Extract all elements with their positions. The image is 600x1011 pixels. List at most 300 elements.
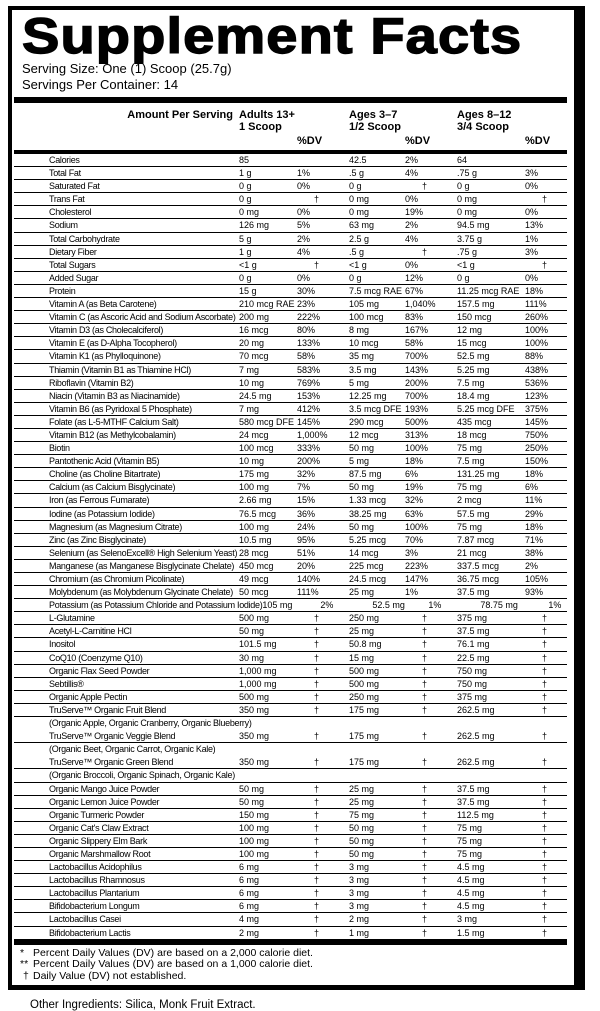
dv-ages-8-12-cell: 0% (525, 272, 539, 283)
amount-adults-cell: 105 mg (262, 600, 293, 611)
dv-ages-8-12-cell: 0% (525, 207, 539, 218)
dv-ages-3-7-cell: † (422, 875, 428, 886)
nutrient-row (14, 652, 567, 665)
dv-ages-8-12-cell: 0% (525, 181, 539, 192)
amount-ages-3-7-cell: 5 mg (349, 377, 370, 388)
nutrient-name: (Organic Broccoli, Organic Spinach, Organic Kale) (49, 770, 235, 781)
dv-adults-cell (297, 154, 349, 166)
amount-ages-3-7-cell: 15 mg (349, 652, 375, 663)
dv-ages-3-7-cell: 83% (405, 312, 424, 323)
other-ingredients: Other Ingredients: Silica, Monk Fruit Extract. (30, 999, 256, 1011)
nutrient-row (14, 900, 567, 913)
amount-adults-cell: 76.5 mcg (239, 508, 277, 519)
ingredient-sub-row (14, 743, 567, 756)
dv-adults-cell: 0% (297, 207, 311, 218)
dv-ages-8-12-cell: 38% (525, 547, 544, 558)
amount-ages-8-12-cell: 12 mg (457, 325, 483, 336)
nutrient-name: Biotin (49, 443, 70, 454)
dv-adults-cell: † (314, 757, 320, 768)
amount-adults-cell: 1,000 mg (239, 665, 277, 676)
nutrient-row (14, 481, 567, 494)
table-header (14, 103, 567, 150)
nutrient-row (14, 390, 567, 403)
amount-ages-8-12-cell: 0 mg (457, 207, 478, 218)
nutrient-name: Vitamin K1 (as Phylloquinone) (49, 351, 161, 362)
dv-adults-cell: 2% (297, 233, 311, 244)
nutrient-name: Organic Turmeric Powder (49, 809, 145, 820)
amount-ages-8-12-cell: 7.87 mcg (457, 534, 495, 545)
nutrient-row (14, 206, 567, 219)
dv-ages-3-7-cell: 0% (405, 194, 419, 205)
nutrient-row (14, 259, 567, 272)
nutrient-row (14, 730, 567, 743)
amount-adults-cell: 350 mg (239, 757, 270, 768)
dv-ages-8-12-cell: † (542, 678, 548, 689)
nutrient-row (14, 913, 567, 926)
dv-adults-cell: 0% (297, 272, 311, 283)
footnote-symbol: ** (20, 958, 29, 971)
dv-adults-cell: 133% (297, 338, 321, 349)
amount-adults-cell: 200 mg (239, 312, 270, 323)
amount-adults-cell: 24.5 mg (239, 390, 272, 401)
amount-adults-cell: 350 mg (239, 704, 270, 715)
dv-ages-3-7-cell: 500% (405, 416, 429, 427)
dv-adults-cell: 36% (297, 508, 316, 519)
nutrient-name: Bifidobacterium Lactis (49, 927, 131, 938)
nutrient-row (14, 691, 567, 704)
amount-adults-cell: 7 mg (239, 403, 260, 414)
nutrient-row (14, 508, 567, 521)
amount-adults-cell: 10.5 mg (239, 534, 272, 545)
dv-adults-cell: 32% (297, 469, 316, 480)
amount-adults-cell: 580 mcg DFE (239, 416, 295, 427)
amount-ages-3-7-cell: 225 mcg (349, 560, 384, 571)
dv-adults-cell: 200% (297, 456, 321, 467)
nutrient-row (14, 272, 567, 285)
amount-adults-cell: 1 g (239, 246, 252, 257)
amount-ages-8-12-cell: 262.5 mg (457, 757, 495, 768)
footnote (20, 959, 567, 971)
dv-ages-8-12-cell: 2% (525, 560, 539, 571)
dv-adults-cell: 412% (297, 403, 321, 414)
footnote-text: Percent Daily Values (DV) are based on a 2,000 calorie diet. (33, 946, 313, 959)
amount-ages-3-7-cell: 50 mg (349, 443, 375, 454)
dv-adults-cell: † (314, 809, 320, 820)
amount-ages-8-12-cell: 36.75 mcg (457, 574, 500, 584)
dv-adults-cell: † (314, 901, 320, 912)
dv-ages-8-12-cell: 3% (525, 246, 539, 257)
amount-adults-cell: 150 mg (239, 809, 270, 820)
amount-ages-3-7-cell: 2.5 g (349, 233, 370, 244)
amount-ages-8-12-cell: 337.5 mcg (457, 560, 500, 571)
header-group-line1: Adults 13+ (239, 109, 295, 121)
nutrient-row (14, 311, 567, 324)
amount-adults-cell: 28 mcg (239, 547, 269, 558)
dv-ages-3-7-cell: † (422, 678, 428, 689)
footnotes (14, 945, 567, 986)
amount-adults-cell: <1 g (239, 259, 257, 270)
dv-ages-3-7-cell: 32% (405, 495, 424, 506)
dv-adults-cell: † (314, 822, 320, 833)
nutrient-row (14, 887, 567, 900)
dv-adults-cell: 20% (297, 560, 316, 571)
nutrient-name: Organic Cat's Claw Extract (49, 822, 149, 833)
dv-ages-3-7-cell: † (422, 246, 428, 257)
nutrient-row (14, 416, 567, 429)
amount-ages-3-7-cell: 3 mg (349, 875, 370, 886)
amount-ages-3-7-cell: 63 mg (349, 220, 375, 231)
footnote-text: Percent Daily Values (DV) are based on a 1,000 calorie diet. (33, 958, 313, 971)
amount-ages-8-12-cell: 57.5 mg (457, 508, 490, 519)
amount-ages-8-12-cell: 4.5 mg (457, 888, 485, 899)
nutrient-row (14, 796, 567, 809)
nutrient-row (14, 534, 567, 547)
nutrient-row (14, 468, 567, 481)
dv-adults-cell: 583% (297, 364, 321, 375)
amount-adults-cell: 10 mg (239, 377, 265, 388)
dv-ages-8-12-cell: 11% (525, 495, 543, 506)
nutrient-name: Potassium (as Potassium Chloride and Potassium Iodide) (49, 600, 263, 611)
amount-ages-3-7-cell: 0 g (349, 272, 362, 283)
nutrient-name: Organic Apple Pectin (49, 691, 128, 702)
nutrient-name: Folate (as L-5-MTHF Calcium Salt) (49, 416, 179, 427)
nutrient-row (14, 377, 567, 390)
dv-ages-3-7-cell: 4% (405, 168, 419, 179)
amount-ages-8-12-cell: 4.5 mg (457, 875, 485, 886)
amount-ages-8-12-cell: 15 mcg (457, 338, 487, 349)
dv-ages-8-12-cell: 150% (525, 456, 549, 467)
header-group-ages-8-12 (457, 109, 567, 147)
amount-ages-3-7-cell: 3 mg (349, 862, 370, 873)
amount-adults-cell: 0 mg (239, 207, 260, 218)
amount-ages-3-7-cell: 250 mg (349, 613, 380, 624)
dv-ages-3-7-cell: 2% (405, 220, 419, 231)
amount-ages-3-7-cell: 52.5 mg (372, 600, 405, 611)
amount-adults-cell: 350 mg (239, 731, 270, 742)
dv-ages-8-12-cell: 18% (525, 521, 544, 532)
dv-ages-3-7-cell: 18% (405, 456, 424, 467)
amount-ages-3-7-cell: 1 mg (349, 927, 370, 938)
nutrient-name: Riboflavin (Vitamin B2) (49, 377, 134, 388)
dv-adults-cell: 4% (297, 246, 311, 257)
dv-ages-8-12-cell: 3% (525, 168, 539, 179)
nutrient-row (14, 429, 567, 442)
dv-ages-8-12-cell: † (542, 259, 548, 270)
dv-ages-8-12-cell: 250% (525, 443, 549, 454)
amount-ages-3-7-cell: .5 g (349, 246, 365, 257)
dv-ages-8-12-cell: † (542, 639, 548, 650)
amount-ages-3-7-cell: 175 mg (349, 757, 380, 768)
amount-ages-8-12-cell: 52.5 mg (457, 351, 490, 362)
amount-adults-cell: 30 mg (239, 652, 265, 663)
dv-ages-3-7-cell: 19% (405, 482, 424, 493)
amount-ages-3-7-cell: 8 mg (349, 325, 370, 336)
amount-adults-cell: 450 mcg (239, 560, 274, 571)
dv-ages-8-12-cell: 750% (525, 429, 549, 440)
amount-adults-cell: 126 mg (239, 220, 270, 231)
amount-ages-8-12-cell: 37.5 mg (457, 587, 490, 598)
amount-ages-8-12-cell: 150 mcg (457, 312, 492, 323)
nutrient-name: Total Fat (49, 168, 81, 179)
dv-adults-cell: 145% (297, 416, 321, 427)
dv-adults-cell: † (314, 259, 320, 270)
nutrient-name: Iron (as Ferrous Fumarate) (49, 495, 150, 506)
amount-adults-cell: 50 mg (239, 626, 265, 637)
nutrient-row (14, 874, 567, 887)
dv-ages-8-12-cell: † (542, 914, 548, 925)
nutrient-name: Organic Lemon Juice Powder (49, 796, 160, 807)
dv-ages-8-12-cell: 1% (548, 600, 562, 611)
dv-adults-cell: † (314, 875, 320, 886)
nutrient-row (14, 756, 567, 769)
dv-ages-8-12-cell: † (542, 704, 548, 715)
dv-ages-8-12-cell: † (542, 835, 548, 846)
amount-adults-cell: 20 mg (239, 338, 265, 349)
amount-adults-cell: 0 g (239, 194, 252, 205)
dv-adults-cell: † (314, 639, 320, 650)
amount-adults-cell: 2 mg (239, 927, 260, 938)
dv-ages-8-12-cell: † (542, 757, 548, 768)
amount-ages-3-7-cell: 250 mg (349, 691, 380, 702)
amount-ages-8-12-cell: 262.5 mg (457, 704, 495, 715)
amount-ages-8-12-cell: 37.5 mg (457, 783, 490, 794)
amount-ages-8-12-cell: 0 mg (457, 194, 478, 205)
dv-ages-3-7-cell: 3% (405, 547, 419, 558)
amount-adults-cell: 100 mg (239, 848, 270, 859)
dv-ages-3-7-cell: 1% (428, 600, 442, 611)
amount-ages-3-7-cell: 12.25 mg (349, 390, 387, 401)
amount-ages-8-12-cell: 375 mg (457, 613, 488, 624)
nutrient-row (14, 337, 567, 350)
amount-ages-8-12-cell: <1 g (457, 259, 475, 270)
dv-ages-8-12-cell: 123% (525, 390, 549, 401)
nutrient-row (14, 665, 567, 678)
nutrient-row (14, 298, 567, 311)
amount-ages-8-12-cell: 4.5 mg (457, 862, 485, 873)
dv-ages-3-7-cell: † (422, 835, 428, 846)
dv-ages-8-12-cell: † (542, 901, 548, 912)
dv-ages-3-7-cell: † (422, 704, 428, 715)
nutrient-name: Zinc (as Zinc Bisglycinate) (49, 534, 146, 545)
nutrient-name: (Organic Beet, Organic Carrot, Organic Kale) (49, 744, 216, 755)
dv-ages-3-7-cell: † (422, 848, 428, 859)
nutrient-name: Manganese (as Manganese Bisglycinate Chelate) (49, 560, 235, 571)
dv-adults-cell: 30% (297, 285, 316, 296)
dv-ages-3-7-cell: 0% (405, 259, 419, 270)
amount-ages-8-12-cell: 375 mg (457, 691, 488, 702)
dv-ages-8-12-cell: 100% (525, 325, 549, 336)
nutrient-name: Niacin (Vitamin B3 as Niacinamide) (49, 390, 180, 401)
dv-ages-8-12-cell: † (542, 796, 548, 807)
nutrient-name: Dietary Fiber (49, 246, 97, 257)
amount-ages-3-7-cell: 50.8 mg (349, 639, 382, 650)
nutrient-row (14, 586, 567, 599)
nutrient-name: Organic Slippery Elm Bark (49, 835, 148, 846)
nutrient-row (14, 521, 567, 534)
nutrient-row (14, 560, 567, 573)
nutrient-row (14, 573, 567, 586)
nutrient-row (14, 927, 567, 940)
nutrient-name: Chromium (as Chromium Picolinate) (49, 574, 185, 584)
amount-ages-3-7-cell: 75 mg (349, 809, 375, 820)
amount-adults-cell: 100 mg (239, 521, 270, 532)
nutrient-name: Lactobacillus Acidophilus (49, 862, 142, 873)
dv-ages-3-7-cell: 147% (405, 574, 429, 584)
amount-adults-cell: 0 g (239, 181, 252, 192)
header-group-adults (239, 109, 349, 147)
amount-ages-3-7-cell: 5.25 mcg (349, 534, 387, 545)
nutrient-row (14, 442, 567, 455)
dv-ages-3-7-cell: 313% (405, 429, 429, 440)
ingredient-sub-row (14, 717, 567, 730)
amount-ages-3-7-cell: 50 mg (349, 848, 375, 859)
amount-ages-8-12-cell: 4.5 mg (457, 901, 485, 912)
amount-ages-3-7-cell: 35 mg (349, 351, 375, 362)
amount-adults-cell: 70 mcg (239, 351, 269, 362)
nutrient-name: Trans Fat (49, 194, 85, 205)
amount-ages-3-7-cell: 500 mg (349, 665, 380, 676)
amount-ages-8-12-cell: 18 mcg (457, 429, 487, 440)
amount-ages-8-12-cell: 37.5 mg (457, 626, 490, 637)
nutrient-name: CoQ10 (Coenzyme Q10) (49, 652, 143, 663)
nutrient-name: Total Sugars (49, 259, 96, 270)
dv-adults-cell: 1% (297, 168, 311, 179)
dv-ages-3-7-cell: 6% (405, 469, 419, 480)
nutrient-name: Calories (49, 155, 80, 165)
amount-ages-8-12-cell: 0 g (457, 181, 470, 192)
amount-adults-cell: 50 mg (239, 783, 265, 794)
dv-adults-cell: 333% (297, 443, 321, 454)
amount-adults-cell: 1,000 mg (239, 678, 277, 689)
dv-ages-3-7-cell: 1,040% (405, 299, 436, 310)
dv-ages-3-7-cell: 4% (405, 233, 419, 244)
amount-ages-3-7-cell: 500 mg (349, 678, 380, 689)
dv-adults-cell: † (314, 835, 320, 846)
nutrient-row (14, 704, 567, 717)
nutrient-name: Molybdenum (as Molybdenum Glycinate Chelate) (49, 587, 233, 598)
nutrient-name: Total Carbohydrate (49, 233, 120, 244)
amount-ages-8-12-cell: 3 mg (457, 914, 478, 925)
nutrient-row (14, 678, 567, 691)
dv-adults-cell: † (314, 665, 320, 676)
dv-ages-3-7-cell: 200% (405, 377, 429, 388)
dv-adults-cell: † (314, 862, 320, 873)
amount-ages-3-7-cell: <1 g (349, 259, 367, 270)
nutrient-row (14, 822, 567, 835)
nutrient-name: Organic Marshmallow Root (49, 848, 151, 859)
nutrient-name: Bifidobacterium Longum (49, 901, 140, 912)
dv-adults-cell: † (314, 194, 320, 205)
nutrient-name: (Organic Apple, Organic Cranberry, Organic Blueberry) (49, 718, 252, 729)
amount-adults-cell: 6 mg (239, 875, 260, 886)
dv-ages-3-7-cell: † (422, 888, 428, 899)
nutrient-row (14, 783, 567, 796)
amount-adults-cell: 500 mg (239, 613, 270, 624)
dv-adults-cell: 769% (297, 377, 321, 388)
supplement-facts-panel (8, 6, 585, 990)
dv-ages-3-7-cell: † (422, 626, 428, 637)
serving-size: Serving Size: One (1) Scoop (25.7g) (22, 61, 232, 76)
nutrient-row (14, 625, 567, 638)
amount-ages-8-12-cell: 131.25 mg (457, 469, 500, 480)
dv-ages-8-12-cell: 105% (525, 574, 549, 584)
dv-ages-8-12-cell: 71% (525, 534, 544, 545)
header-group-line2: 1/2 Scoop (349, 121, 401, 133)
dv-ages-8-12-cell: † (542, 194, 548, 205)
amount-ages-3-7-cell: 42.5 (349, 155, 367, 165)
amount-ages-8-12-cell: 750 mg (457, 665, 488, 676)
amount-ages-8-12-cell: 64 (457, 155, 468, 165)
dv-ages-3-7-cell: † (422, 652, 428, 663)
amount-ages-3-7-cell: 50 mg (349, 482, 375, 493)
header-group-line1: Ages 8–12 (457, 109, 512, 121)
nutrient-row (14, 494, 567, 507)
dv-adults-cell: † (314, 927, 320, 938)
header-dv-label: %DV (297, 135, 323, 147)
nutrient-name: Selenium (as SelenoExcell® High Selenium Yeast) (49, 547, 238, 558)
amount-ages-8-12-cell: .75 g (457, 246, 478, 257)
dv-adults-cell: 58% (297, 351, 316, 362)
nutrient-name: Calcium (as Calcium Bisglycinate) (49, 482, 176, 493)
dv-ages-3-7-cell: 70% (405, 534, 424, 545)
amount-ages-3-7-cell: 175 mg (349, 731, 380, 742)
nutrient-name: Inositol (49, 639, 76, 650)
amount-adults-cell: 6 mg (239, 888, 260, 899)
nutrient-row (14, 547, 567, 560)
amount-adults-cell: 50 mcg (239, 587, 269, 598)
amount-ages-8-12-cell: 112.5 mg (457, 809, 494, 820)
nutrient-name: Sodium (49, 220, 78, 231)
dv-ages-3-7-cell: 63% (405, 508, 424, 519)
dv-ages-8-12-cell: 100% (525, 338, 549, 349)
dv-ages-8-12-cell: † (542, 848, 548, 859)
amount-ages-3-7-cell: 38.25 mg (349, 508, 387, 519)
nutrient-row (14, 403, 567, 416)
panel-title: Supplement Facts (22, 8, 523, 64)
amount-ages-3-7-cell: 105 mg (349, 299, 380, 310)
footnote-symbol: † (23, 969, 29, 982)
amount-ages-8-12-cell: 75 mg (457, 848, 483, 859)
nutrient-row (14, 246, 567, 259)
header-dv-label: %DV (525, 135, 551, 147)
dv-ages-3-7-cell: † (422, 796, 428, 807)
amount-adults-cell: 100 mg (239, 835, 270, 846)
dv-ages-3-7-cell: † (422, 862, 428, 873)
amount-adults-cell: 0 g (239, 272, 252, 283)
amount-ages-8-12-cell: 75 mg (457, 835, 483, 846)
amount-adults-cell: 175 mg (239, 469, 270, 480)
nutrient-name: Choline (as Choline Bitartrate) (49, 469, 161, 480)
dv-ages-3-7-cell: 2% (405, 155, 419, 165)
amount-adults-cell: 210 mcg RAE (239, 299, 295, 310)
amount-adults-cell: 10 mg (239, 456, 265, 467)
dv-ages-3-7-cell: 223% (405, 560, 429, 571)
nutrient-name: TruServe™ Organic Fruit Blend (49, 704, 167, 715)
amount-adults-cell: 15 g (239, 285, 257, 296)
dv-ages-3-7-cell: † (422, 757, 428, 768)
nutrient-name: Lactobacillus Plantarium (49, 888, 140, 899)
amount-adults-cell: 7 mg (239, 364, 260, 375)
amount-ages-3-7-cell: 1.33 mcg (349, 495, 387, 506)
dv-ages-3-7-cell: † (422, 691, 428, 702)
nutrient-row (14, 861, 567, 874)
dv-adults-cell: † (314, 652, 320, 663)
dv-adults-cell: 140% (297, 574, 321, 584)
nutrient-name: Pantothenic Acid (Vitamin B5) (49, 456, 160, 467)
dv-ages-3-7-cell: 1% (405, 587, 419, 598)
dv-ages-3-7-cell: † (422, 809, 428, 820)
dv-adults-cell: 111% (297, 587, 319, 598)
